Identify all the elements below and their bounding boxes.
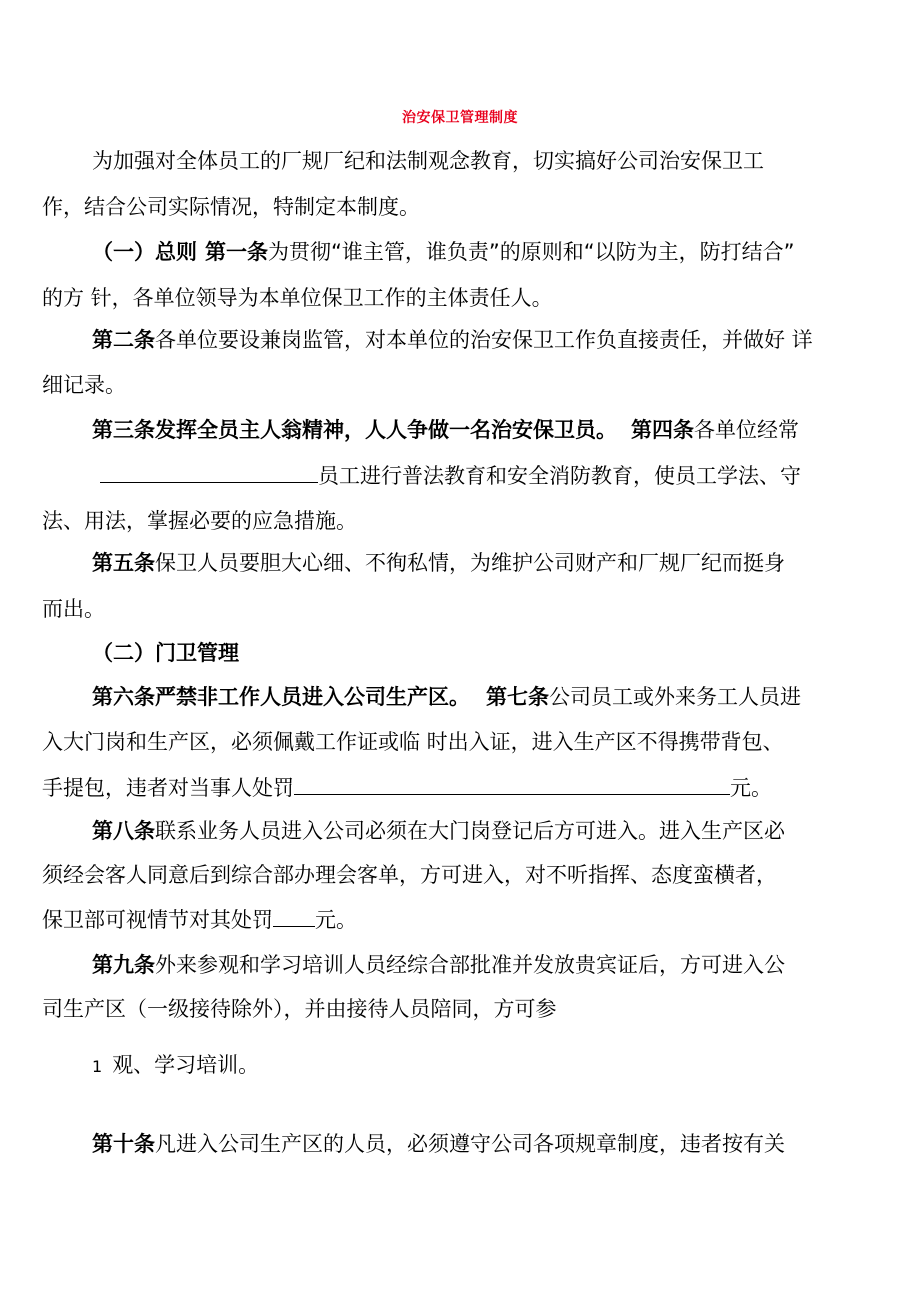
article-5-label: 第五条 (92, 551, 155, 575)
article-7-label: 第七条 (486, 685, 549, 709)
article-2-label: 第二条 (92, 328, 155, 352)
fine-blank-small (273, 904, 315, 927)
article-8-line-3 (42, 904, 357, 935)
article-8-text-1: 联系业务人员进入公司必须在大门岗登记后方可进入。进入生产区必 (155, 819, 785, 843)
article-5-line-1 (92, 548, 785, 578)
article-4-line-3: 法、用法，掌握必要的应急措施。 (42, 509, 357, 533)
page-number: 1 (92, 1057, 103, 1076)
section-2-heading: （二）门卫管理 (92, 641, 239, 665)
article-1-line-2: 的方 针，各单位领导为本单位保卫工作的主体责任人。 (42, 286, 553, 310)
article-8-unit: 元。 (315, 908, 357, 932)
article-9-line-2: 司生产区（一级接待除外），并由接待人员陪同，方可参 (42, 997, 557, 1021)
article-9-text-1: 外来参观和学习培训人员经综合部批准并发放贵宾证后，方可进入公 (155, 953, 785, 977)
article-10-text-1: 凡进入公司生产区的人员，必须遵守公司各项规章制度，违者按有关 (155, 1132, 785, 1156)
article-2-text: 各单位要设兼岗监管，对本单位的治安保卫工作负直接责任，并做好 详 (155, 328, 813, 352)
article-7-line-3 (42, 772, 772, 803)
article-9-text-3: 观、学习培训。 (112, 1053, 260, 1077)
document-title: 治安保卫管理制度 (402, 110, 518, 126)
section-1-heading: （一）总则 (92, 240, 197, 264)
article-8-text-3: 保卫部可视情节对其处罚 (42, 908, 273, 932)
article-1-line-1 (92, 237, 795, 267)
article-8-label: 第八条 (92, 819, 155, 843)
fine-blank (294, 772, 730, 795)
article-5-text: 保卫人员要胆大心细、不徇私情，为维护公司财产和厂规厂纪而挺身 (155, 551, 785, 575)
article-9-label: 第九条 (92, 953, 155, 977)
article-3-text: 第三条发挥全员主人翁精神，人人争做一名治安保卫员。 (92, 418, 617, 442)
article-2-line-2: 细记录。 (42, 373, 126, 397)
article-7-text-1: 公司员工或外来务工人员进 (549, 685, 801, 709)
intro-line-1: 为加强对全体员工的厂规厂纪和法制观念教育，切实搞好公司治安保卫工 (92, 149, 764, 173)
article-2-line-1 (92, 325, 813, 355)
article-3-4-line (92, 415, 799, 445)
article-1-label: 第一条 (205, 240, 268, 264)
fill-blank (100, 460, 318, 483)
article-10-line-1 (92, 1129, 785, 1159)
article-6-text: 第六条严禁非工作人员进入公司生产区。 (92, 685, 470, 709)
article-10-label: 第十条 (92, 1132, 155, 1156)
article-8-line-2: 须经会客人同意后到综合部办理会客单，方可进入，对不听指挥、态度蛮横者， (42, 863, 777, 887)
article-4-line-2 (100, 460, 801, 491)
article-7-text-3: 手提包，违者对当事人处罚 (42, 776, 294, 800)
article-4-label: 第四条 (631, 418, 694, 442)
article-8-line-1 (92, 816, 785, 846)
article-1-text: 为贯彻“谁主管，谁负责”的原则和“以防为主，防打结合” (268, 240, 795, 264)
article-7-line-2: 入大门岗和生产区，必须佩戴工作证或临 时出入证，进入生产区不得携带背包、 (42, 730, 784, 754)
article-6-7-line (92, 682, 801, 712)
article-7-unit: 元。 (730, 776, 772, 800)
article-5-line-2: 而出。 (42, 597, 105, 621)
article-4-text-1: 各单位经常 (694, 418, 799, 442)
article-9-line-1 (92, 950, 785, 980)
article-9-line-3 (92, 1050, 259, 1082)
intro-line-2: 作，结合公司实际情况，特制定本制度。 (42, 195, 420, 219)
article-4-text-2: 员工进行普法教育和安全消防教育，使员工学法、守 (318, 464, 801, 488)
